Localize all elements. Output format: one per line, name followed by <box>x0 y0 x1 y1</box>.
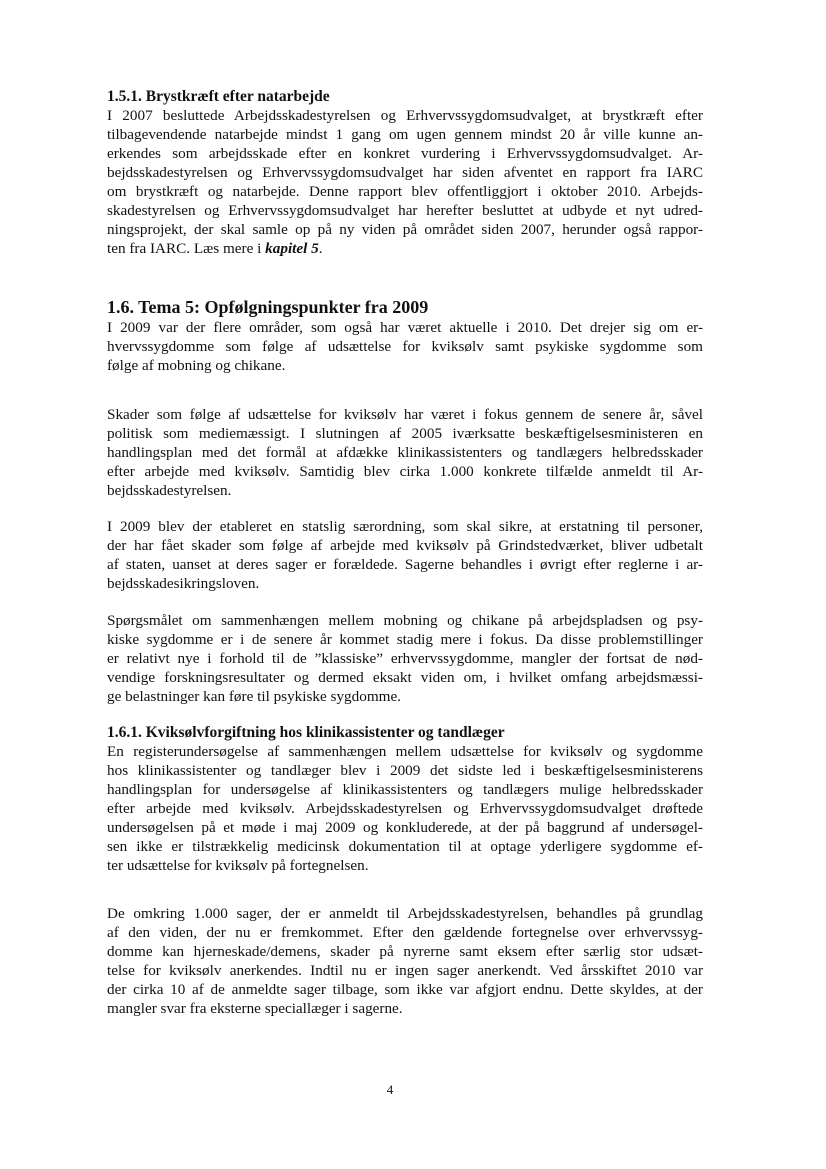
text-line: kiske sygdomme er i de senere år kommet stadig mere i fokus. Da disse problemstillinger <box>107 631 703 648</box>
text-line: følge af mobning og chikane. <box>107 357 286 374</box>
text-line: telse for kviksølv anerkendes. Indtil nu er ingen sager anerkendt. Ved årsskiftet 2010 var <box>107 962 703 979</box>
paragraph <box>107 318 703 375</box>
text-line: domme kan hjerneskade/demens, skader på nyrerne samt eksem efter særlig stor udsæt- <box>107 943 703 960</box>
text-line: sen ikke er tilstrækkelig medicinsk dokumentation til at optage yderligere sygdomme ef- <box>107 838 703 855</box>
text-line: erkendes som arbejdsskade efter en konkret vurdering i Erhvervssygdomsudvalget. Ar- <box>107 145 703 162</box>
text-line: mangler svar fra eksterne speciallæger i sagerne. <box>107 1000 403 1017</box>
paragraph <box>107 106 703 258</box>
text-line: efter arbejde med kviksølv. Samtidig blev cirka 1.000 konkrete tilfælde anmeldt til Ar- <box>107 463 703 480</box>
paragraph <box>107 742 703 875</box>
paragraph-block <box>107 405 703 500</box>
section-1-5-1 <box>107 87 703 258</box>
text-line: er relativt nye i forhold til de ”klassiske” erhvervssygdomme, mangler der fortsat de nød- <box>107 650 703 667</box>
text-line: hos klinikassistenter og tandlæger blev i 2009 det sidste led i beskæftigelsesministerens <box>107 762 703 779</box>
section-1-6 <box>107 296 703 375</box>
text-line: skadestyrelsen og Erhvervssygdomsudvalget har herefter besluttet at udbyde et nyt udred- <box>107 202 703 219</box>
text-line: der har fået skader som følge af arbejde med kviksølv på Grindstedværket, bliver udbetalt <box>107 537 703 554</box>
text-line: om brystkræft og natarbejde. Denne rapport blev offentliggjort i oktober 2010. Arbejds- <box>107 183 703 200</box>
text-line: En registerundersøgelse af sammenhængen mellem udsættelse for kviksølv og sygdomme <box>107 743 703 760</box>
text-fragment: . <box>318 240 323 257</box>
text-fragment: ten fra IARC. Læs mere i <box>107 240 266 257</box>
paragraph <box>107 611 703 706</box>
text-line: tilbagevendende natarbejde mindst 1 gang om ugen gennem mindst 20 år ville kunne an- <box>107 126 703 143</box>
text-line: I 2009 blev der etableret en statslig særordning, som skal sikre, at erstatning til personer, <box>107 518 703 535</box>
text-line: der cirka 10 af de anmeldte sager tilbage, som ikke var afgjort endnu. Dette skyldes, at der <box>107 981 703 998</box>
text-line: handlingsplan for undersøgelse af klinikassistenters og tandlægers mulige helbredsskader <box>107 781 703 798</box>
section-1-6-1 <box>107 723 703 875</box>
text-line: I 2009 var der flere områder, som også har været aktuelle i 2010. Det drejer sig om er- <box>107 319 703 336</box>
text-line: vendige forskningsresultater og dermed eksakt viden om, i hvilket omfang arbejdsmæssi- <box>107 669 703 686</box>
text-line: I 2007 besluttede Arbejdsskadestyrelsen og Erhvervssygdomsudvalget, at brystkræft efter <box>107 107 703 124</box>
text-line: Skader som følge af udsættelse for kviksølv har været i fokus gennem de senere år, såvel <box>107 406 703 423</box>
text-line: bejdsskadestyrelsen og Erhvervssygdomsudvalget har siden afventet en rapport fra IARC <box>107 164 703 181</box>
text-line <box>107 239 703 258</box>
paragraph-block <box>107 904 703 1018</box>
section-heading: 1.6. Tema 5: Opfølgningspunkter fra 2009 <box>107 297 429 317</box>
section-heading: 1.5.1. Brystkræft efter natarbejde <box>107 88 330 105</box>
text-line: handlingsplan med det formål at afdække klinikassistenters og tandlægers helbredsskader <box>107 444 703 461</box>
text-line: af den viden, der nu er fremkommet. Efter den gældende fortegnelse over erhvervssyg- <box>107 924 703 941</box>
text-line: bejdsskadestyrelsen. <box>107 482 232 499</box>
section-heading: 1.6.1. Kviksølvforgiftning hos klinikassistenter og tandlæger <box>107 724 505 741</box>
paragraph <box>107 517 703 593</box>
text-line: undersøgelsen på et møde i maj 2009 og konkluderede, at der på baggrund af undersøgel- <box>107 819 703 836</box>
text-line: ningsprojekt, der skal samle op på ny viden på området siden 2007, herunder også rappor- <box>107 221 703 238</box>
text-line: af staten, uanset at deres sager er forældede. Sagerne behandles i øvrigt efter reglerne i ar- <box>107 556 703 573</box>
paragraph-block <box>107 517 703 593</box>
page-number: 4 <box>386 1082 394 1097</box>
text-line: De omkring 1.000 sager, der er anmeldt til Arbejdsskadestyrelsen, behandles på grundlag <box>107 905 703 922</box>
paragraph <box>107 405 703 500</box>
paragraph-block <box>107 611 703 706</box>
text-line: ter udsættelse for kviksølv på fortegnelsen. <box>107 857 369 874</box>
text-line: efter arbejde med kviksølv. Arbejdsskadestyrelsen og Erhvervssygdomsudvalget drøftede <box>107 800 703 817</box>
text-line: politisk som mediemæssigt. I slutningen af 2005 iværksatte beskæftigelsesministeren en <box>107 425 703 442</box>
paragraph <box>107 904 703 1018</box>
text-line: bejdsskadesikringsloven. <box>107 575 260 592</box>
text-line: ge belastninger kan føre til psykiske sygdomme. <box>107 688 401 705</box>
text-line: Spørgsmålet om sammenhængen mellem mobning og chikane på arbejdspladsen og psy- <box>107 612 703 629</box>
text-line: hvervssygdomme som følge af udsættelse for kviksølv samt psykiske sygdomme som <box>107 338 703 355</box>
chapter-reference: kapitel 5 <box>265 240 319 257</box>
